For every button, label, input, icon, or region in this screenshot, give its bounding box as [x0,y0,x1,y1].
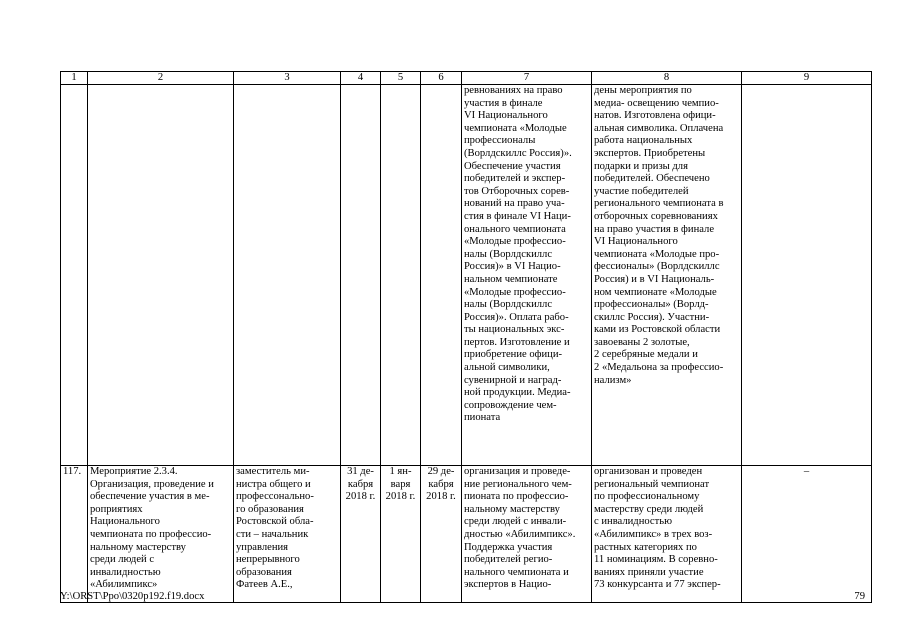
cell-planned-date [341,85,381,466]
table-row [61,85,872,466]
table-row [61,466,872,603]
cell-notes [742,85,872,466]
header-row [61,72,872,85]
cell-event-name [88,85,234,466]
cell-notes: – [742,466,872,603]
page-number: 79 [854,591,865,602]
header-cell-4: 4 [341,72,381,85]
cell-actual-result: организован и проведен региональный чемпионат по профессиональному мастерству среди людей с инвалидностью «Абилимпикс» в трех воз- растных категориях по 11 номинациям. В соревно- ваниях приняли участие 73 конкурсанта и 77 экспер- [592,466,742,603]
cell-event-name: Мероприятие 2.3.4. Организация, проведение и обеспечение участия в ме- роприятиях Национального чемпионата по профессио- нальному мастерству среди людей с инвалидностью «Абилимпикс» [88,466,234,603]
cell-planned-date: 31 де- кабря 2018 г. [341,466,381,603]
header-cell-9: 9 [742,72,872,85]
cell-start-date: 1 ян- варя 2018 г. [381,466,421,603]
header-cell-7: 7 [462,72,592,85]
header-cell-5: 5 [381,72,421,85]
header-cell-6: 6 [421,72,462,85]
header-cell-2: 2 [88,72,234,85]
report-table [60,71,872,603]
cell-responsible [234,85,341,466]
cell-end-date [421,85,462,466]
cell-number: 117. [61,466,88,603]
cell-expected-result: ревнованиях на право участия в финале VI Национального чемпионата «Молодые профессионалы (Ворлдскиллс Россия)». Обеспечение участия победителей и экспер- тов Отборочных сорев- нований на право уча- стия в финале VI Наци- онального чемпионата «Молодые профессио- налы (Ворлдскиллс Россия)» в VI Нацио- нальном чемпионате «Молодые профессио- налы (Ворлдскиллс Россия)». Оплата рабо- ты национальных экс- пертов. Изготовление и приобретение офици- альной символики, сувенирной и наград- ной продукции. Медиа- сопровождение чем- пионата [462,85,592,466]
file-path: Y:\ORST\Ppo\0320p192.f19.docx [60,591,205,602]
cell-expected-result: организация и проведе- ние регионального чем- пионата по профессио- нальному мастерству среди людей с инвали- дностью «Абилимпикс». Поддержка участия победителей регио- нального чемпионата и экспертов в Нацио- [462,466,592,603]
cell-actual-result: дены мероприятия по медиа- освещению чемпио- натов. Изготовлена офици- альная символика. Оплачена работа национальных экспертов. Приобретены подарки и призы для победителей. Обеспечено участие победителей регионального чемпионата в отборочных соревнованиях на право участия в финале VI Национального чемпионата «Молодые про- фессионалы» (Ворлдскиллс Россия) и в VI Националь- ном чемпионате «Молодые профессионалы» (Ворлд- скиллс Россия). Участни- ками из Ростовской области завоеваны 2 золотые, 2 серебряные медали и 2 «Медальона за профессио- нализм» [592,85,742,466]
cell-start-date [381,85,421,466]
cell-responsible: заместитель ми- нистра общего и профессонально- го образования Ростовской обла- сти – начальник управления непрерывного образования Фатеев А.Е., [234,466,341,603]
header-cell-1: 1 [61,72,88,85]
cell-number [61,85,88,466]
header-cell-3: 3 [234,72,341,85]
header-cell-8: 8 [592,72,742,85]
cell-end-date: 29 де- кабря 2018 г. [421,466,462,603]
